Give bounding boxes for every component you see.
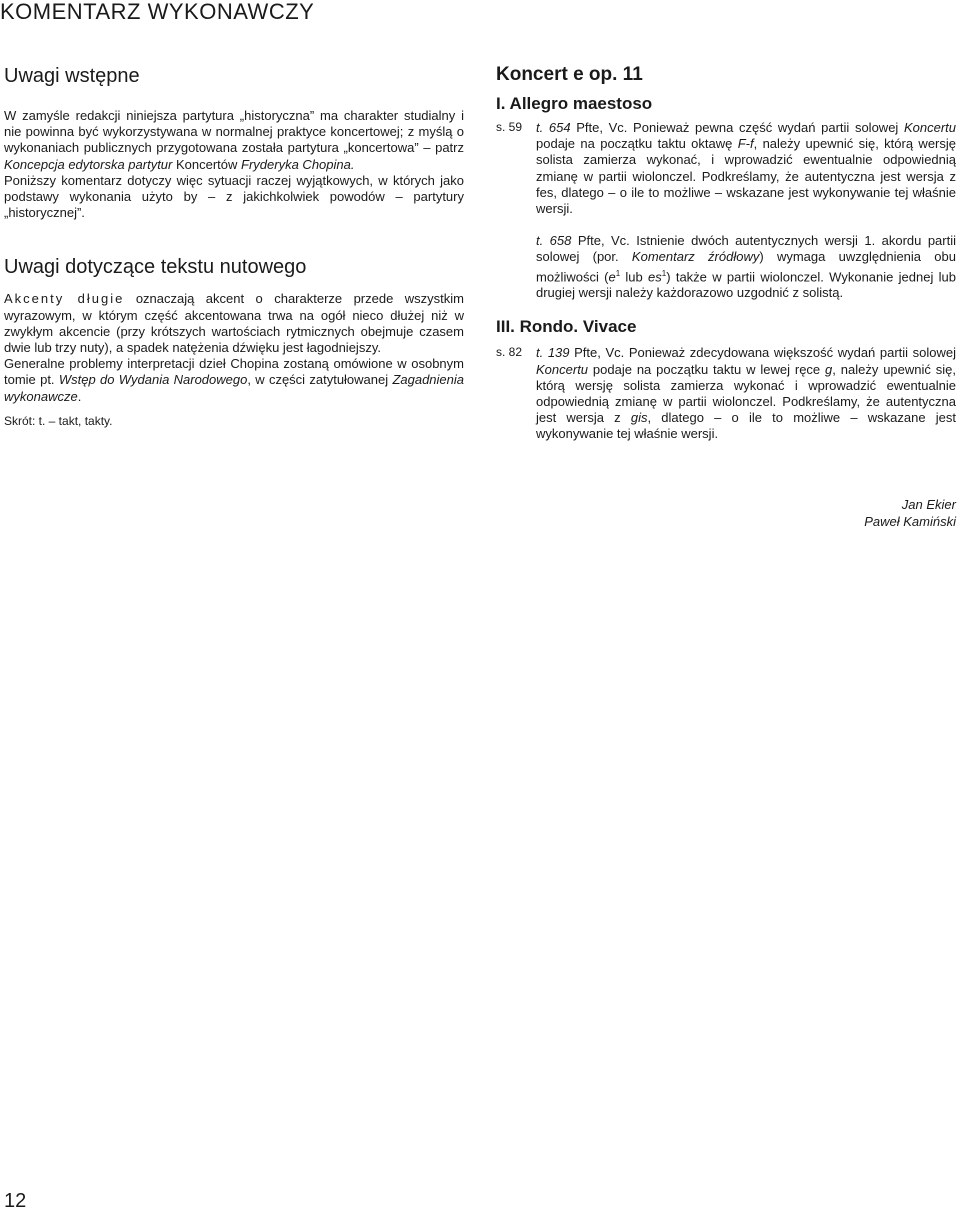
movement-heading-3: III. Rondo. Vivace — [496, 317, 637, 337]
general-paragraph: Generalne problemy interpretacji dzieł Chopina zostaną omówione w osobnym tomie pt. Wstęp do Wydania Narodowego, w części zatytułowanej Zagadnienia wykonawcze. — [4, 356, 464, 404]
editor-name-2: Paweł Kamiński — [864, 514, 956, 529]
movement-heading-1: I. Allegro maestoso — [496, 94, 653, 113]
intro-paragraph-1: W zamyśle redakcji niniejsza partytura „historyczna” ma charakter studialny i nie powinna być wykorzystywana w normalnej praktyce koncertowej; z myślą o wykonaniach publicznych przygotowana została partytura „koncertowa” – patrz Koncepcja edytorska partytur Koncertów Fryderyka Chopina. — [4, 108, 464, 172]
section-heading-intro: Uwagi wstępne — [4, 65, 140, 87]
right-column — [496, 64, 956, 443]
accent-paragraph: Akcenty długie oznaczają akcent o charakterze przede wszystkim wyrazowym, w którym część akcentowana trwa na ogół nieco dłużej niż w zwykłym akcencie (przy krótszych wartościach rytmicznych obejmuje czasem dwie lub trzy nuty), a spadek natężenia dźwięku jest łagodniejszy. — [4, 291, 464, 356]
page-number: 12 — [4, 1190, 27, 1212]
page-reference: s. 82 — [496, 345, 523, 360]
concerto-title: Koncert e op. 11 — [496, 64, 643, 85]
page-reference: s. 59 — [496, 120, 523, 134]
comment-entry-654: s. 59 t. 654 Pfte, Vc. Ponieważ pewna część wydań partii solowej Koncertu podaje na początku taktu oktawę F-f, należy upewnić się, którą wersję solista zamierza wykonać, i wprowadzić ewentualnie odpowiednią zmianę w partii wiolonczel. Podkreślamy, że autentyczna jest wersja z fes, dlatego – o ile to możliwe – wskazane jest wykonywanie tej właśnie wersji. — [496, 120, 957, 217]
editor-name-1: Jan Ekier — [901, 497, 956, 512]
accent-term: Akcenty długie — [4, 291, 125, 307]
running-header: KOMENTARZ WYKONAWCZY — [0, 0, 315, 24]
comment-entry-658: t. 658 Pfte, Vc. Istnienie dwóch autentycznych wersji 1. akordu partii solowej (por. Komentarz źródłowy) wymaga uwzględnienia obu możliwości ($e^1$ lub $es^1$) także w partii wiolonczel. Wykonanie jednej lub drugiej wersji należy każdorazowo uzgodnić z solistą. — [536, 233, 957, 301]
comment-entry-139: s. 82 t. 139 Pfte, Vc. Ponieważ zdecydowana większość wydań partii solowej Koncertu podaje na początku taktu w lewej ręce g, należy upewnić się, którą wersję solista zamierza wykonać i wprowadzić ewentualnie odpowiednią zmianę w partii wiolonczel. Podkreślamy, że autentyczna jest wersja z gis, dlatego – o ile to możliwe – wskazane jest wykonywanie tej właśnie wersji. — [496, 345, 957, 442]
abbreviations-note: Skrót: t. – takt, takty. — [4, 413, 113, 428]
section-heading-text: Uwagi dotyczące tekstu nutowego — [4, 256, 307, 279]
editor-signatures — [864, 496, 956, 530]
left-column — [4, 64, 464, 429]
intro-paragraph-2: Poniższy komentarz dotyczy więc sytuacji raczej wyjątkowych, w których jako podstawy wykonania użyto by – z jakichkolwiek powodów – partytury „historycznej”. — [4, 172, 464, 221]
